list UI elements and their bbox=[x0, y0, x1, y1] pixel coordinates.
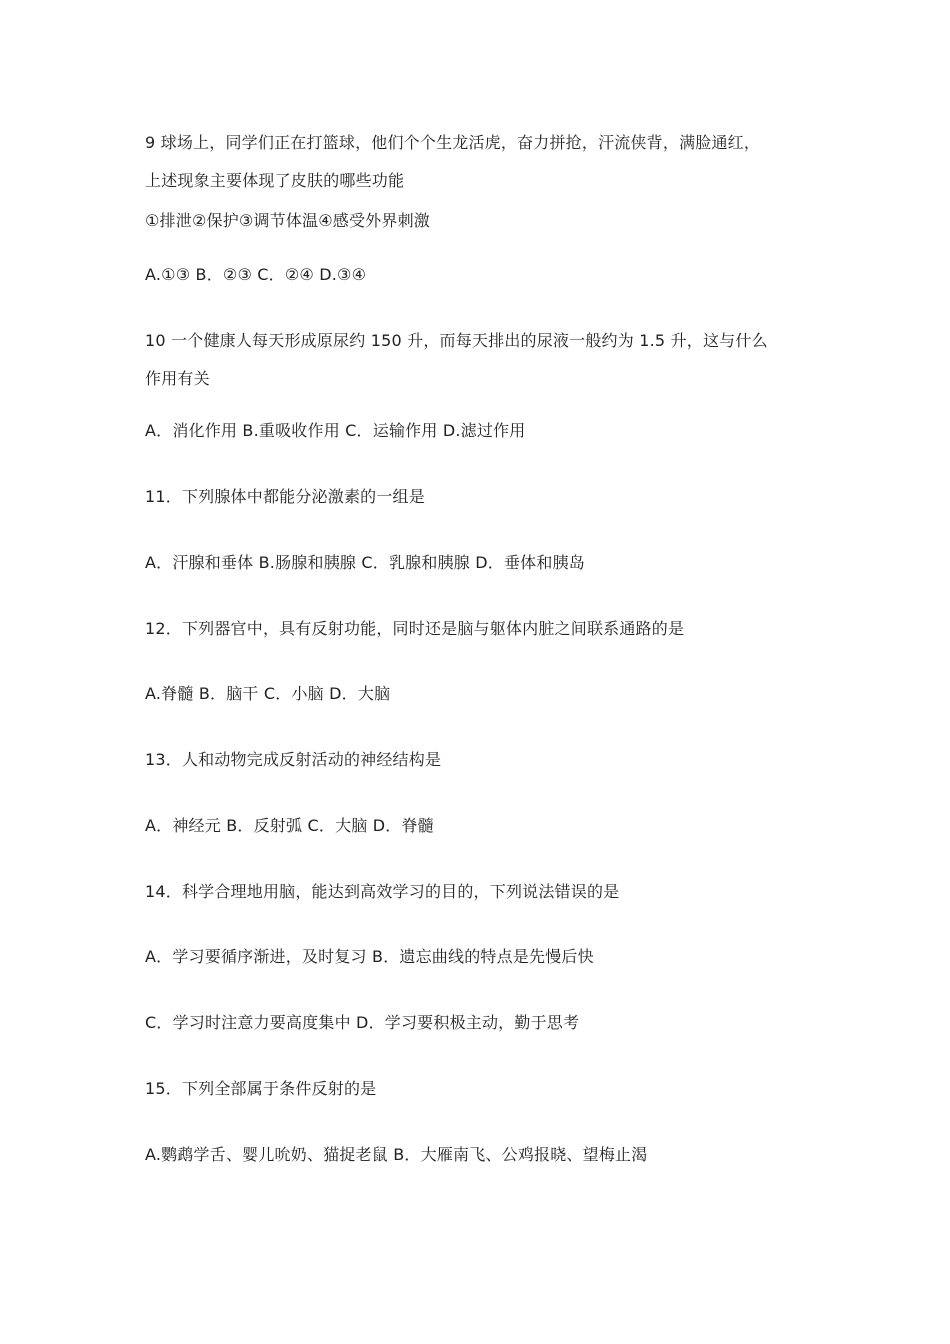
q9-options: A.①③ B．②③ C．②④ D.③④ bbox=[145, 265, 367, 284]
q13-stem: 13．人和动物完成反射活动的神经结构是 bbox=[145, 750, 442, 769]
q15-options: A.鹦鹉学舌、婴儿吮奶、猫捉老鼠 B．大雁南飞、公鸡报晓、望梅止渴 bbox=[145, 1145, 648, 1164]
q11-stem: 11．下列腺体中都能分泌激素的一组是 bbox=[145, 487, 425, 506]
q9-stem-line3: ①排泄②保护③调节体温④感受外界刺激 bbox=[145, 211, 430, 230]
q14-options-cd: C．学习时注意力要高度集中 D．学习要积极主动，勤于思考 bbox=[145, 1013, 580, 1032]
q9-stem-line1: 9 球场上，同学们正在打篮球，他们个个生龙活虎，奋力拼抢，汗流侠背，满脸通红， bbox=[145, 133, 761, 152]
q10-stem-line1: 10 一个健康人每天形成原尿约 150 升，而每天排出的尿液一般约为 1.5 升，这与什么 bbox=[145, 331, 768, 350]
q9-stem-line2: 上述现象主要体现了皮肤的哪些功能 bbox=[145, 171, 405, 190]
q14-stem: 14．科学合理地用脑，能达到高效学习的目的，下列说法错误的是 bbox=[145, 882, 620, 901]
q13-options: A．神经元 B．反射弧 C．大脑 D．脊髓 bbox=[145, 816, 434, 835]
q14-options-ab: A．学习要循序渐进，及时复习 B．遗忘曲线的特点是先慢后快 bbox=[145, 947, 594, 966]
q11-options: A．汗腺和垂体 B.肠腺和胰腺 C．乳腺和胰腺 D．垂体和胰岛 bbox=[145, 553, 585, 572]
q10-stem-line2: 作用有关 bbox=[145, 369, 210, 388]
q12-stem: 12．下列器官中，具有反射功能，同时还是脑与躯体内脏之间联系通路的是 bbox=[145, 619, 685, 638]
q15-stem: 15．下列全部属于条件反射的是 bbox=[145, 1079, 377, 1098]
q10-options: A．消化作用 B.重吸收作用 C．运输作用 D.滤过作用 bbox=[145, 421, 526, 440]
q12-options: A.脊髓 B．脑干 C．小脑 D．大脑 bbox=[145, 684, 391, 703]
